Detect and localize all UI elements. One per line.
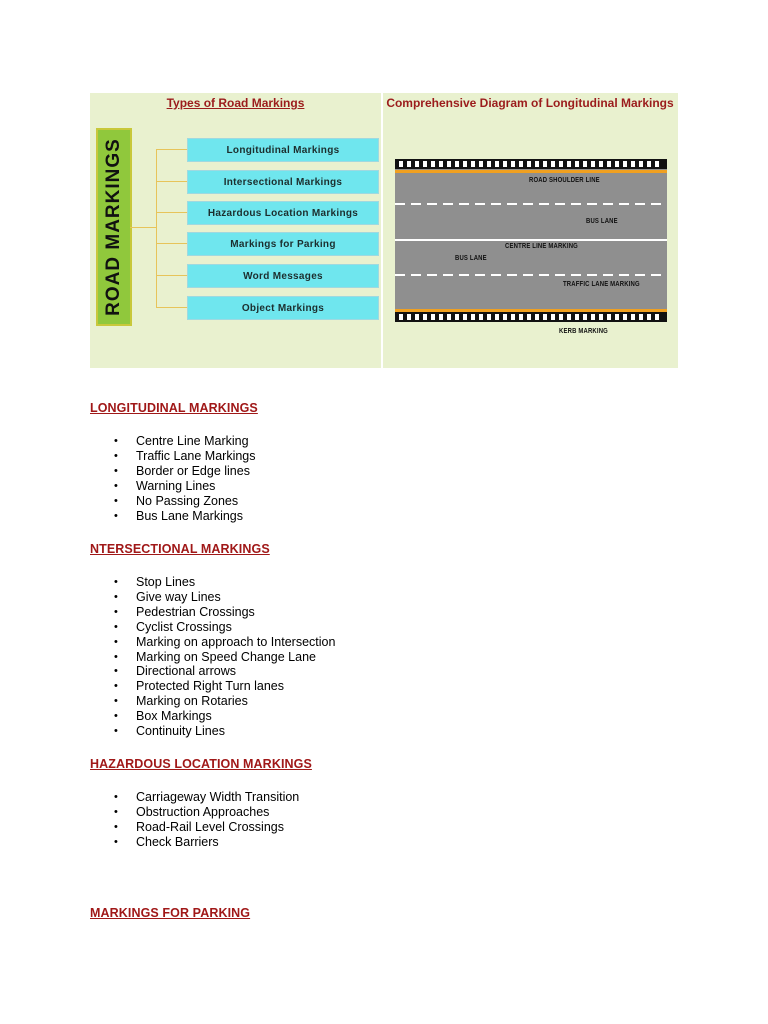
list-item: • Give way Lines [90, 590, 335, 605]
figure-divider [381, 93, 383, 368]
list-item: • Centre Line Marking [90, 434, 256, 449]
heading-longitudinal: LONGITUDINAL MARKINGS [90, 401, 258, 415]
label-centre-line: CENTRE LINE MARKING [505, 243, 578, 250]
label-road-shoulder: ROAD SHOULDER LINE [529, 177, 600, 184]
list-hazardous [90, 790, 299, 850]
list-item: • Carriageway Width Transition [90, 790, 299, 805]
list-item: • Warning Lines [90, 479, 256, 494]
category-parking: Markings for Parking [187, 232, 379, 256]
road-markings-vertical-box [96, 128, 132, 326]
list-item: • Stop Lines [90, 575, 335, 590]
list-item: • Protected Right Turn lanes [90, 679, 335, 694]
label-traffic-lane: TRAFFIC LANE MARKING [563, 281, 640, 288]
list-item: • Marking on Rotaries [90, 694, 335, 709]
heading-intersectional: NTERSECTIONAL MARKINGS [90, 542, 270, 556]
figure-left-title: Types of Road Markings [166, 96, 305, 110]
connector-5 [156, 275, 187, 276]
list-item: • Obstruction Approaches [90, 805, 299, 820]
connector-vertical [156, 149, 157, 307]
list-item: • Check Barriers [90, 835, 299, 850]
shoulder-line-bottom [395, 309, 667, 312]
category-object: Object Markings [187, 296, 379, 320]
road-diagram [395, 93, 667, 368]
category-intersectional: Intersectional Markings [187, 170, 379, 194]
category-hazardous: Hazardous Location Markings [187, 201, 379, 225]
connector-2 [156, 181, 187, 182]
label-kerb: KERB MARKING [559, 328, 608, 335]
category-longitudinal: Longitudinal Markings [187, 138, 379, 162]
road-markings-figure [90, 93, 678, 368]
centre-line [395, 239, 667, 241]
heading-hazardous: HAZARDOUS LOCATION MARKINGS [90, 757, 312, 771]
list-item: • Continuity Lines [90, 724, 335, 739]
road-markings-vertical-label: ROAD MARKINGS [103, 138, 124, 316]
list-item: • Bus Lane Markings [90, 509, 256, 524]
list-item: • Box Markings [90, 709, 335, 724]
list-item: • No Passing Zones [90, 494, 256, 509]
list-item: • Border or Edge lines [90, 464, 256, 479]
list-item: • Marking on approach to Intersection [90, 635, 335, 650]
list-item: • Traffic Lane Markings [90, 449, 256, 464]
list-item: • Directional arrows [90, 664, 335, 679]
shoulder-line-top [395, 170, 667, 173]
list-intersectional [90, 575, 335, 739]
heading-parking: MARKINGS FOR PARKING [90, 906, 251, 920]
list-item: • Marking on Speed Change Lane [90, 650, 335, 665]
label-bus-lane-right: BUS LANE [586, 218, 618, 225]
list-item: • Road-Rail Level Crossings [90, 820, 299, 835]
label-bus-lane-left: BUS LANE [455, 255, 487, 262]
connector-4 [156, 243, 187, 244]
connector-3 [156, 212, 187, 213]
figure-right-title: Comprehensive Diagram of Longitudinal Markings [386, 96, 674, 110]
connector-main [130, 227, 157, 228]
list-item: • Cyclist Crossings [90, 620, 335, 635]
connector-6 [156, 307, 187, 308]
connector-1 [156, 149, 187, 150]
category-word-messages: Word Messages [187, 264, 379, 288]
list-longitudinal [90, 434, 256, 523]
list-item: • Pedestrian Crossings [90, 605, 335, 620]
road-diagram-svg [395, 93, 667, 368]
